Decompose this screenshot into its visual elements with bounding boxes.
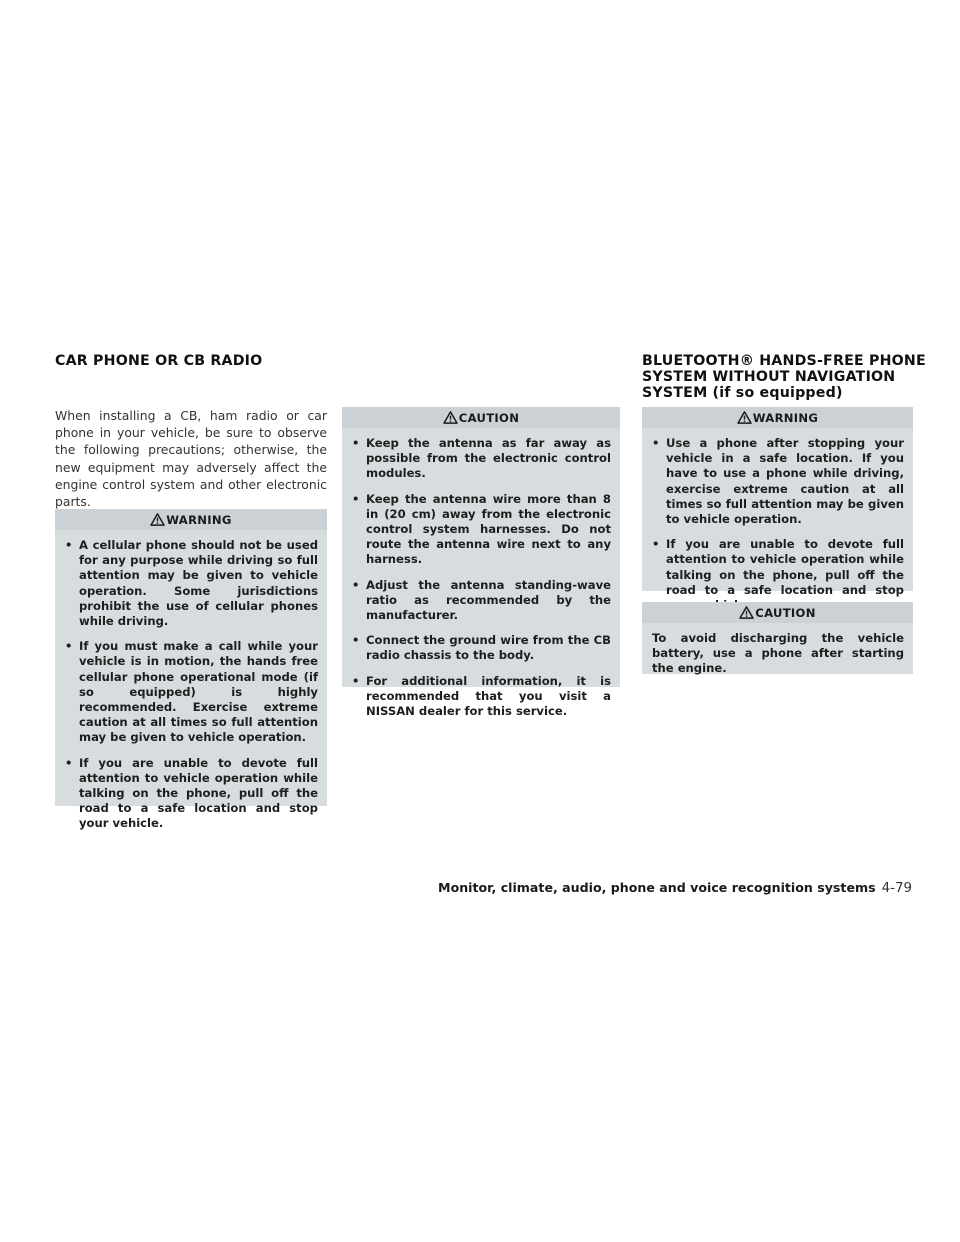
warning-box-bluetooth: [642, 407, 913, 597]
caution-item: • Keep the antenna wire more than 8 in (20 cm) away from the electronic control system harnesses. Do not route the antenna wire next to any harness.: [352, 492, 611, 568]
warning-item: • A cellular phone should not be used for any purpose while driving so full attention may be given to vehicle operation. Some jurisdictions prohibit the use of cellular phones while driving.: [65, 538, 318, 629]
caution-item: • Connect the ground wire from the CB radio chassis to the body.: [352, 633, 611, 663]
warning-title: WARNING: [752, 410, 819, 425]
warning-item: • If you must make a call while your vehicle is in motion, the hands free cellular phone operational mode (if so equipped) is highly recommended. Exercise extreme caution at all times so full attention may be given to vehicle operation.: [65, 639, 318, 745]
heading-line: BLUETOOTH® HANDS-FREE PHONE: [642, 353, 926, 369]
warning-box-header: [55, 509, 327, 530]
warning-triangle-icon: [150, 513, 165, 526]
warning-triangle-icon: [737, 411, 752, 424]
warning-box-header: [642, 407, 913, 428]
page-footer: [420, 877, 912, 896]
caution-box-bluetooth: [642, 602, 913, 674]
footer-chapter-title: Monitor, climate, audio, phone and voice recognition systems: [438, 880, 876, 895]
section-heading-bluetooth: [642, 353, 932, 401]
warning-item: • If you are unable to devote full attention to vehicle operation while talking on the phone, pull off the road to a safe location and stop your vehicle.: [65, 756, 318, 832]
caution-box-car-phone: [342, 407, 620, 719]
caution-item: • For additional information, it is recommended that you visit a NISSAN dealer for this service.: [352, 674, 611, 720]
heading-line: SYSTEM WITHOUT NAVIGATION: [642, 369, 896, 385]
warning-item: • Use a phone after stopping your vehicle in a safe location. If you have to use a phone while driving, exercise extreme caution at all times so full attention may be given to vehicle operation.: [652, 436, 904, 527]
warning-triangle-icon: [739, 606, 754, 619]
heading-line: SYSTEM (if so equipped): [642, 385, 843, 401]
section-heading-car-phone: CAR PHONE OR CB RADIO: [55, 353, 263, 369]
warning-item: • If you are unable to devote full attention to vehicle operation while talking on the phone, pull off the road to a safe location and stop: [652, 537, 904, 613]
caution-title: CAUTION: [755, 605, 816, 620]
caution-box-header: [642, 602, 913, 623]
caution-title: CAUTION: [458, 410, 520, 425]
caution-text: To avoid discharging the vehicle battery, use a phone after starting the engine.: [652, 631, 904, 676]
caution-box-header: [342, 407, 620, 428]
caution-item: • Keep the antenna as far away as possible from the electronic control modules.: [352, 436, 611, 482]
page-number: 4-79: [881, 881, 912, 896]
intro-paragraph: When installing a CB, ham radio or car phone in your vehicle, be sure to observe the following precautions; otherwise, the new equipment may adversely affect the engine control system and other electronic parts.: [55, 408, 327, 510]
warning-triangle-icon: [443, 411, 458, 424]
caution-item: • Adjust the antenna standing-wave ratio as recommended by the manufacturer.: [352, 578, 611, 624]
warning-title: WARNING: [166, 512, 232, 527]
warning-box-car-phone: [55, 509, 327, 831]
